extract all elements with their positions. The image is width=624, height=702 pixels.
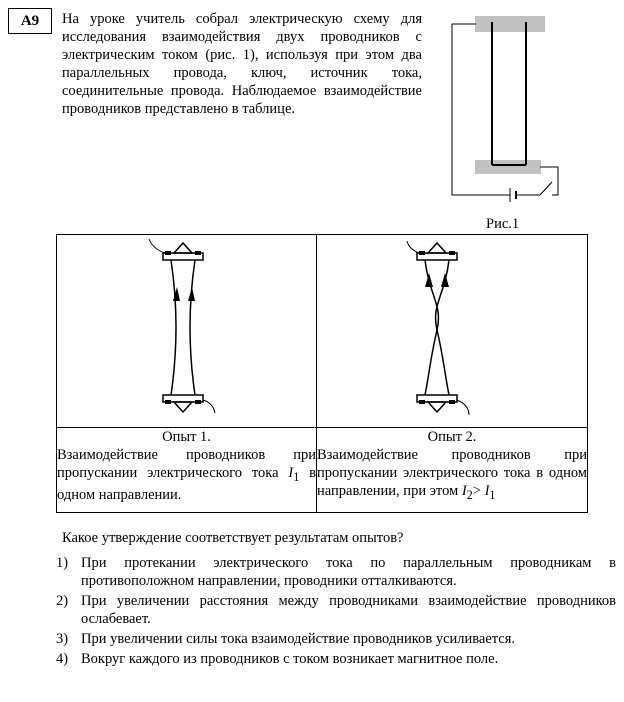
circuit-diagram [440, 12, 570, 212]
experiments-table [56, 234, 588, 513]
option-number: 4) [56, 651, 69, 667]
answer-option[interactable] [56, 554, 616, 590]
answer-option[interactable] [56, 650, 616, 668]
option-text: При увеличении расстояния между проводниками взаимодействие проводников ослабевает. [81, 593, 616, 627]
experiment-2-text [317, 428, 588, 513]
experiment-2-description: Взаимодействие проводников при пропускании электрического тока в одном направлении, при этом $I_2> I_1$ [317, 447, 587, 502]
option-number: 2) [56, 593, 69, 609]
switch [540, 182, 552, 195]
intro-text: На уроке учитель собрал электрическую схему для исследования взаимодействия двух проводников с электрическим током (рис. 1), используя при этом два параллельных провода, ключ, источник тока, соединительные провода. Наблюдаемое взаимодействие проводников представлено в таблице. [62, 11, 422, 117]
current-arrow-left [425, 273, 433, 287]
option-number: 1) [56, 555, 69, 571]
current-arrow-right [188, 287, 195, 301]
experiment-1-text [57, 428, 317, 513]
experiment-1-image [57, 235, 317, 428]
figure-caption: Рис.1 [486, 216, 520, 232]
option-text: При увеличении силы тока взаимодействие проводников усиливается. [81, 631, 516, 647]
question-number: A9 [8, 8, 52, 34]
experiment-2-apparatus [407, 241, 469, 415]
experiment-1-title: Опыт 1. [162, 429, 211, 445]
experiment-2-title: Опыт 2. [427, 429, 477, 445]
current-arrow-right [441, 273, 449, 287]
option-number: 3) [56, 631, 69, 647]
option-text: Вокруг каждого из проводников с током возникает магнитное поле. [81, 651, 499, 667]
experiment-2-image [317, 235, 588, 428]
experiment-1-apparatus [149, 239, 215, 413]
option-text: При протекании электрического тока по параллельным проводникам в противоположном направлении, проводники отталкиваются. [81, 555, 616, 589]
bottom-bar [475, 160, 541, 174]
answer-options [56, 554, 616, 670]
question-text: Какое утверждение соответствует результатам опытов? [62, 530, 404, 546]
experiment-1-description: Взаимодействие проводников при пропускании электрического тока $I_1$ в одном направлении. [57, 447, 316, 503]
answer-option[interactable] [56, 592, 616, 628]
answer-option[interactable] [56, 630, 616, 648]
top-bar [475, 16, 545, 32]
